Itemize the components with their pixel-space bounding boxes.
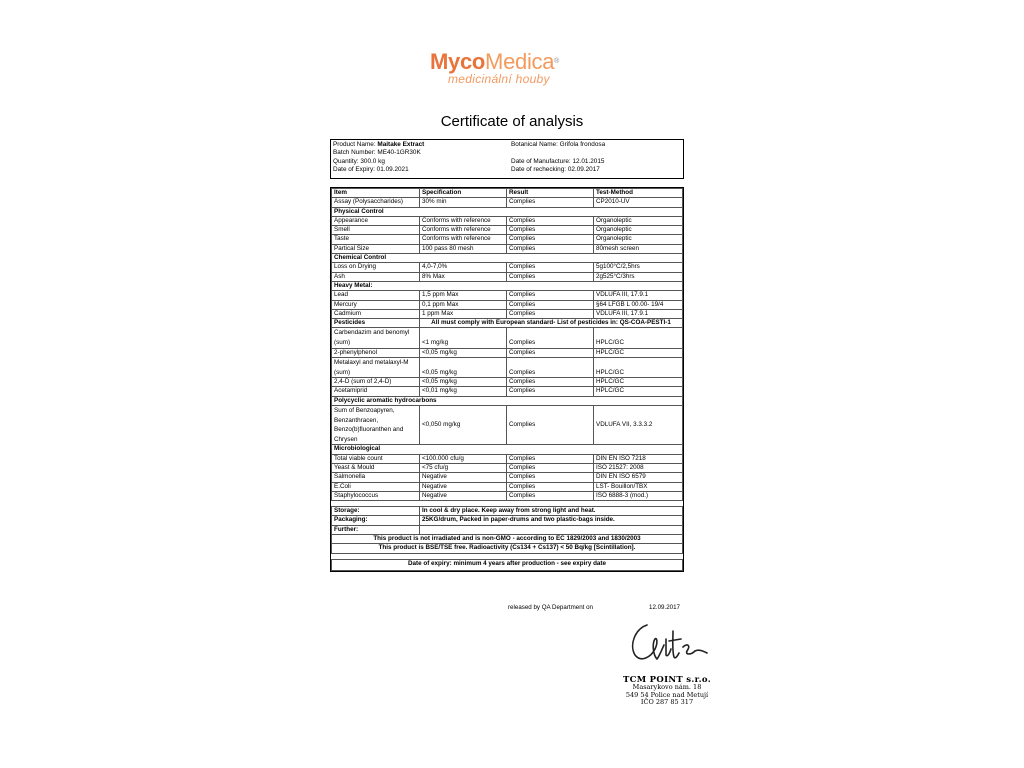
column-header: Specification: [420, 189, 507, 198]
table-row: [332, 473, 683, 482]
cell: [420, 525, 683, 534]
cell: 30% min: [420, 198, 507, 207]
packaging-label: Packaging:: [332, 516, 420, 525]
note-row: [332, 544, 683, 553]
cell: Staphylococcus: [332, 491, 420, 500]
cell: Conforms with reference: [420, 226, 507, 235]
irradiation-note: This product is not irradiated and is non-GMO - according to EC 1829/2003 and 1830/2003: [332, 535, 683, 544]
cell: Complies: [507, 272, 594, 281]
section-heading: Microbiological: [332, 445, 683, 454]
table-row: [332, 348, 683, 357]
cell: Complies: [507, 491, 594, 500]
cell: Complies: [507, 348, 594, 357]
cell: Negative: [420, 473, 507, 482]
cell: Yeast & Mould: [332, 463, 420, 472]
date-of-expiry: Date of Expiry: 01.09.2021: [333, 166, 409, 174]
cell: <1 mg/kg: [420, 328, 507, 348]
cell: Complies: [507, 235, 594, 244]
batch-number: Batch Number: ME40-1GR30K: [333, 149, 421, 157]
packaging-row: [332, 516, 683, 525]
release-date: 12.09.2017: [649, 604, 680, 611]
cell: Conforms with reference: [420, 235, 507, 244]
page-title: Certificate of analysis: [440, 113, 584, 130]
note-row: [332, 535, 683, 544]
cell: §64 LFGB L 00.00- 19/4: [594, 300, 683, 309]
cell: ISO 6888-3 (mod.): [594, 491, 683, 500]
cell: HPLC/GC: [594, 387, 683, 396]
cell: Complies: [507, 387, 594, 396]
cell: <0,05 mg/kg: [420, 348, 507, 357]
table-row: [332, 378, 683, 387]
cell: 2,4-D (sum of 2,4-D): [332, 378, 420, 387]
cell: Complies: [507, 482, 594, 491]
cell: Partical Size: [332, 244, 420, 253]
cell: LST- Bouillon/TBX: [594, 482, 683, 491]
table-row: [332, 291, 683, 300]
section-heading: Chemical Control: [332, 254, 683, 263]
cell: 0,1 ppm Max: [420, 300, 507, 309]
table-row: [332, 216, 683, 225]
stamp-city: 549 54 Police nad Metují: [625, 690, 709, 699]
company-logo: [430, 50, 590, 86]
cell: VDLUFA III, 17.9.1: [594, 309, 683, 318]
pesticides-note: All must comply with European standard- List of pesticides in: QS-COA-PESTI-1: [420, 319, 683, 328]
cell: <100.000 cfu/g: [420, 454, 507, 463]
cell: Complies: [507, 378, 594, 387]
table-row: [332, 235, 683, 244]
table-row: [332, 454, 683, 463]
cell: HPLC/GC: [594, 357, 683, 377]
table-row: [332, 406, 683, 445]
cell: Complies: [507, 291, 594, 300]
section-row: [332, 445, 683, 454]
cell: VDLUFA III, 17.9.1: [594, 291, 683, 300]
cell: Complies: [507, 454, 594, 463]
cell: Complies: [507, 263, 594, 272]
analysis-table-box: [330, 187, 684, 572]
table-header-row: [332, 189, 683, 198]
cell: DIN EN ISO 6579: [594, 473, 683, 482]
expiry-note-row: [332, 559, 683, 570]
cell: DIN EN ISO 7218: [594, 454, 683, 463]
cell: Conforms with reference: [420, 216, 507, 225]
table-row: [332, 244, 683, 253]
logo-subtitle: medicinální houby: [448, 72, 550, 86]
table-row: [332, 309, 683, 318]
cell: Appearance: [332, 216, 420, 225]
cell: Complies: [507, 473, 594, 482]
cell: Salmonella: [332, 473, 420, 482]
cell: HPLC/GC: [594, 328, 683, 348]
section-row: [332, 254, 683, 263]
cell: Complies: [507, 226, 594, 235]
cell: Organoleptic: [594, 226, 683, 235]
table-row: [332, 482, 683, 491]
cell: Loss on Drying: [332, 263, 420, 272]
section-row: [332, 281, 683, 290]
column-header: Item: [332, 189, 420, 198]
cell: 1 ppm Max: [420, 309, 507, 318]
cell: <0,050 mg/kg: [420, 406, 507, 445]
column-header: Test-Method: [594, 189, 683, 198]
further-row: [332, 525, 683, 534]
cell: Cadmium: [332, 309, 420, 318]
table-row: [332, 263, 683, 272]
table-row: [332, 491, 683, 500]
cell: 100 pass 80 mesh: [420, 244, 507, 253]
analysis-table: [331, 188, 683, 571]
cell: Smell: [332, 226, 420, 235]
table-row: [332, 357, 683, 377]
cell: VDLUFA VII, 3.3.3.2: [594, 406, 683, 445]
cell: Complies: [507, 357, 594, 377]
cell: Organoleptic: [594, 235, 683, 244]
cell: ISO 21527: 2008: [594, 463, 683, 472]
cell: Lead: [332, 291, 420, 300]
cell: HPLC/GC: [594, 348, 683, 357]
botanical-name: Botanical Name: Grifola frondosa: [511, 141, 606, 148]
cell: Complies: [507, 244, 594, 253]
cell: Complies: [507, 406, 594, 445]
company-stamp: [612, 677, 722, 707]
table-row: [332, 463, 683, 472]
cell: Complies: [507, 216, 594, 225]
quantity: Quantity: 300.0 kg: [333, 157, 385, 165]
cell: Metalaxyl and metalaxyl-M (sum): [332, 357, 420, 377]
table-row: [332, 198, 683, 207]
cell: Negative: [420, 482, 507, 491]
bse-note: This product is BSE/TSE free. Radioactivity (Cs134 + Cs137) < 50 Bq/kg [Scintillation].: [332, 544, 683, 553]
cell: HPLC/GC: [594, 378, 683, 387]
cell: <75 cfu/g: [420, 463, 507, 472]
stamp-street: Masarykovo nám. 18: [632, 683, 702, 692]
cell: E.Coli: [332, 482, 420, 491]
logo-wordmark: MycoMedica®: [430, 49, 560, 74]
table-row: [332, 226, 683, 235]
cell: 5g100°C/2,5hrs: [594, 263, 683, 272]
cell: Complies: [507, 463, 594, 472]
date-of-rechecking: Date of rechecking: 02.09.2017: [511, 166, 600, 174]
cell: Taste: [332, 235, 420, 244]
cell: Complies: [507, 328, 594, 348]
cell: Complies: [507, 309, 594, 318]
table-row: [332, 387, 683, 396]
signature-icon: [625, 615, 720, 670]
cell: 2g525°C/3hrs: [594, 272, 683, 281]
cell: Assay (Polysaccharides): [332, 198, 420, 207]
table-row: [332, 272, 683, 281]
cell: Negative: [420, 491, 507, 500]
cell: 80mesh screen: [594, 244, 683, 253]
cell: Total viable count: [332, 454, 420, 463]
table-row: [332, 328, 683, 348]
stamp-ico: IČO 287 85 317: [640, 698, 694, 707]
storage-label: Storage:: [332, 507, 420, 516]
expiry-note: Date of expiry: minimum 4 years after production - see expiry date: [332, 559, 683, 570]
cell: Complies: [507, 198, 594, 207]
column-header: Result: [507, 189, 594, 198]
section-row: [332, 207, 683, 216]
cell: Mercury: [332, 300, 420, 309]
cell: <0,01 mg/kg: [420, 387, 507, 396]
further-label: Further:: [332, 525, 420, 534]
cell: Acetamiprid: [332, 387, 420, 396]
product-name: Product Name: Maitake Extract: [333, 141, 425, 148]
cell: Complies: [507, 300, 594, 309]
cell: Ash: [332, 272, 420, 281]
storage-row: [332, 507, 683, 516]
cell: Sum of Benzoapyren, Benzanthracen, Benzo(b)fluoranthen and Chrysen: [332, 406, 420, 445]
section-heading: Pesticides: [332, 319, 420, 328]
table-row: [332, 300, 683, 309]
packaging-value: 25KG/drum, Packed in paper-drums and two plastic-bags inside.: [420, 516, 683, 525]
release-text: released by QA Department on: [508, 604, 593, 611]
cell: <0,05 mg/kg: [420, 378, 507, 387]
product-header-box: [330, 139, 684, 179]
cell: <0,05 mg/kg: [420, 357, 507, 377]
cell: Carbendazim and benomyl (sum): [332, 328, 420, 348]
section-row: [332, 396, 683, 405]
date-of-manufacture: Date of Manufacture: 12.01.2015: [511, 157, 605, 165]
cell: Organoleptic: [594, 216, 683, 225]
cell: 2-phenylphenol: [332, 348, 420, 357]
stamp-company: TCM POINT s.r.o.: [623, 675, 711, 685]
cell: 8% Max: [420, 272, 507, 281]
cell: 4,0-7,0%: [420, 263, 507, 272]
section-heading: Heavy Metal:: [332, 281, 683, 290]
section-row: [332, 319, 683, 328]
storage-value: In cool & dry place. Keep away from strong light and heat.: [420, 507, 683, 516]
cell: CP2010-UV: [594, 198, 683, 207]
section-heading: Physical Control: [332, 207, 683, 216]
section-heading: Polycyclic aromatic hydrocarbons: [332, 396, 683, 405]
cell: 1,5 ppm Max: [420, 291, 507, 300]
